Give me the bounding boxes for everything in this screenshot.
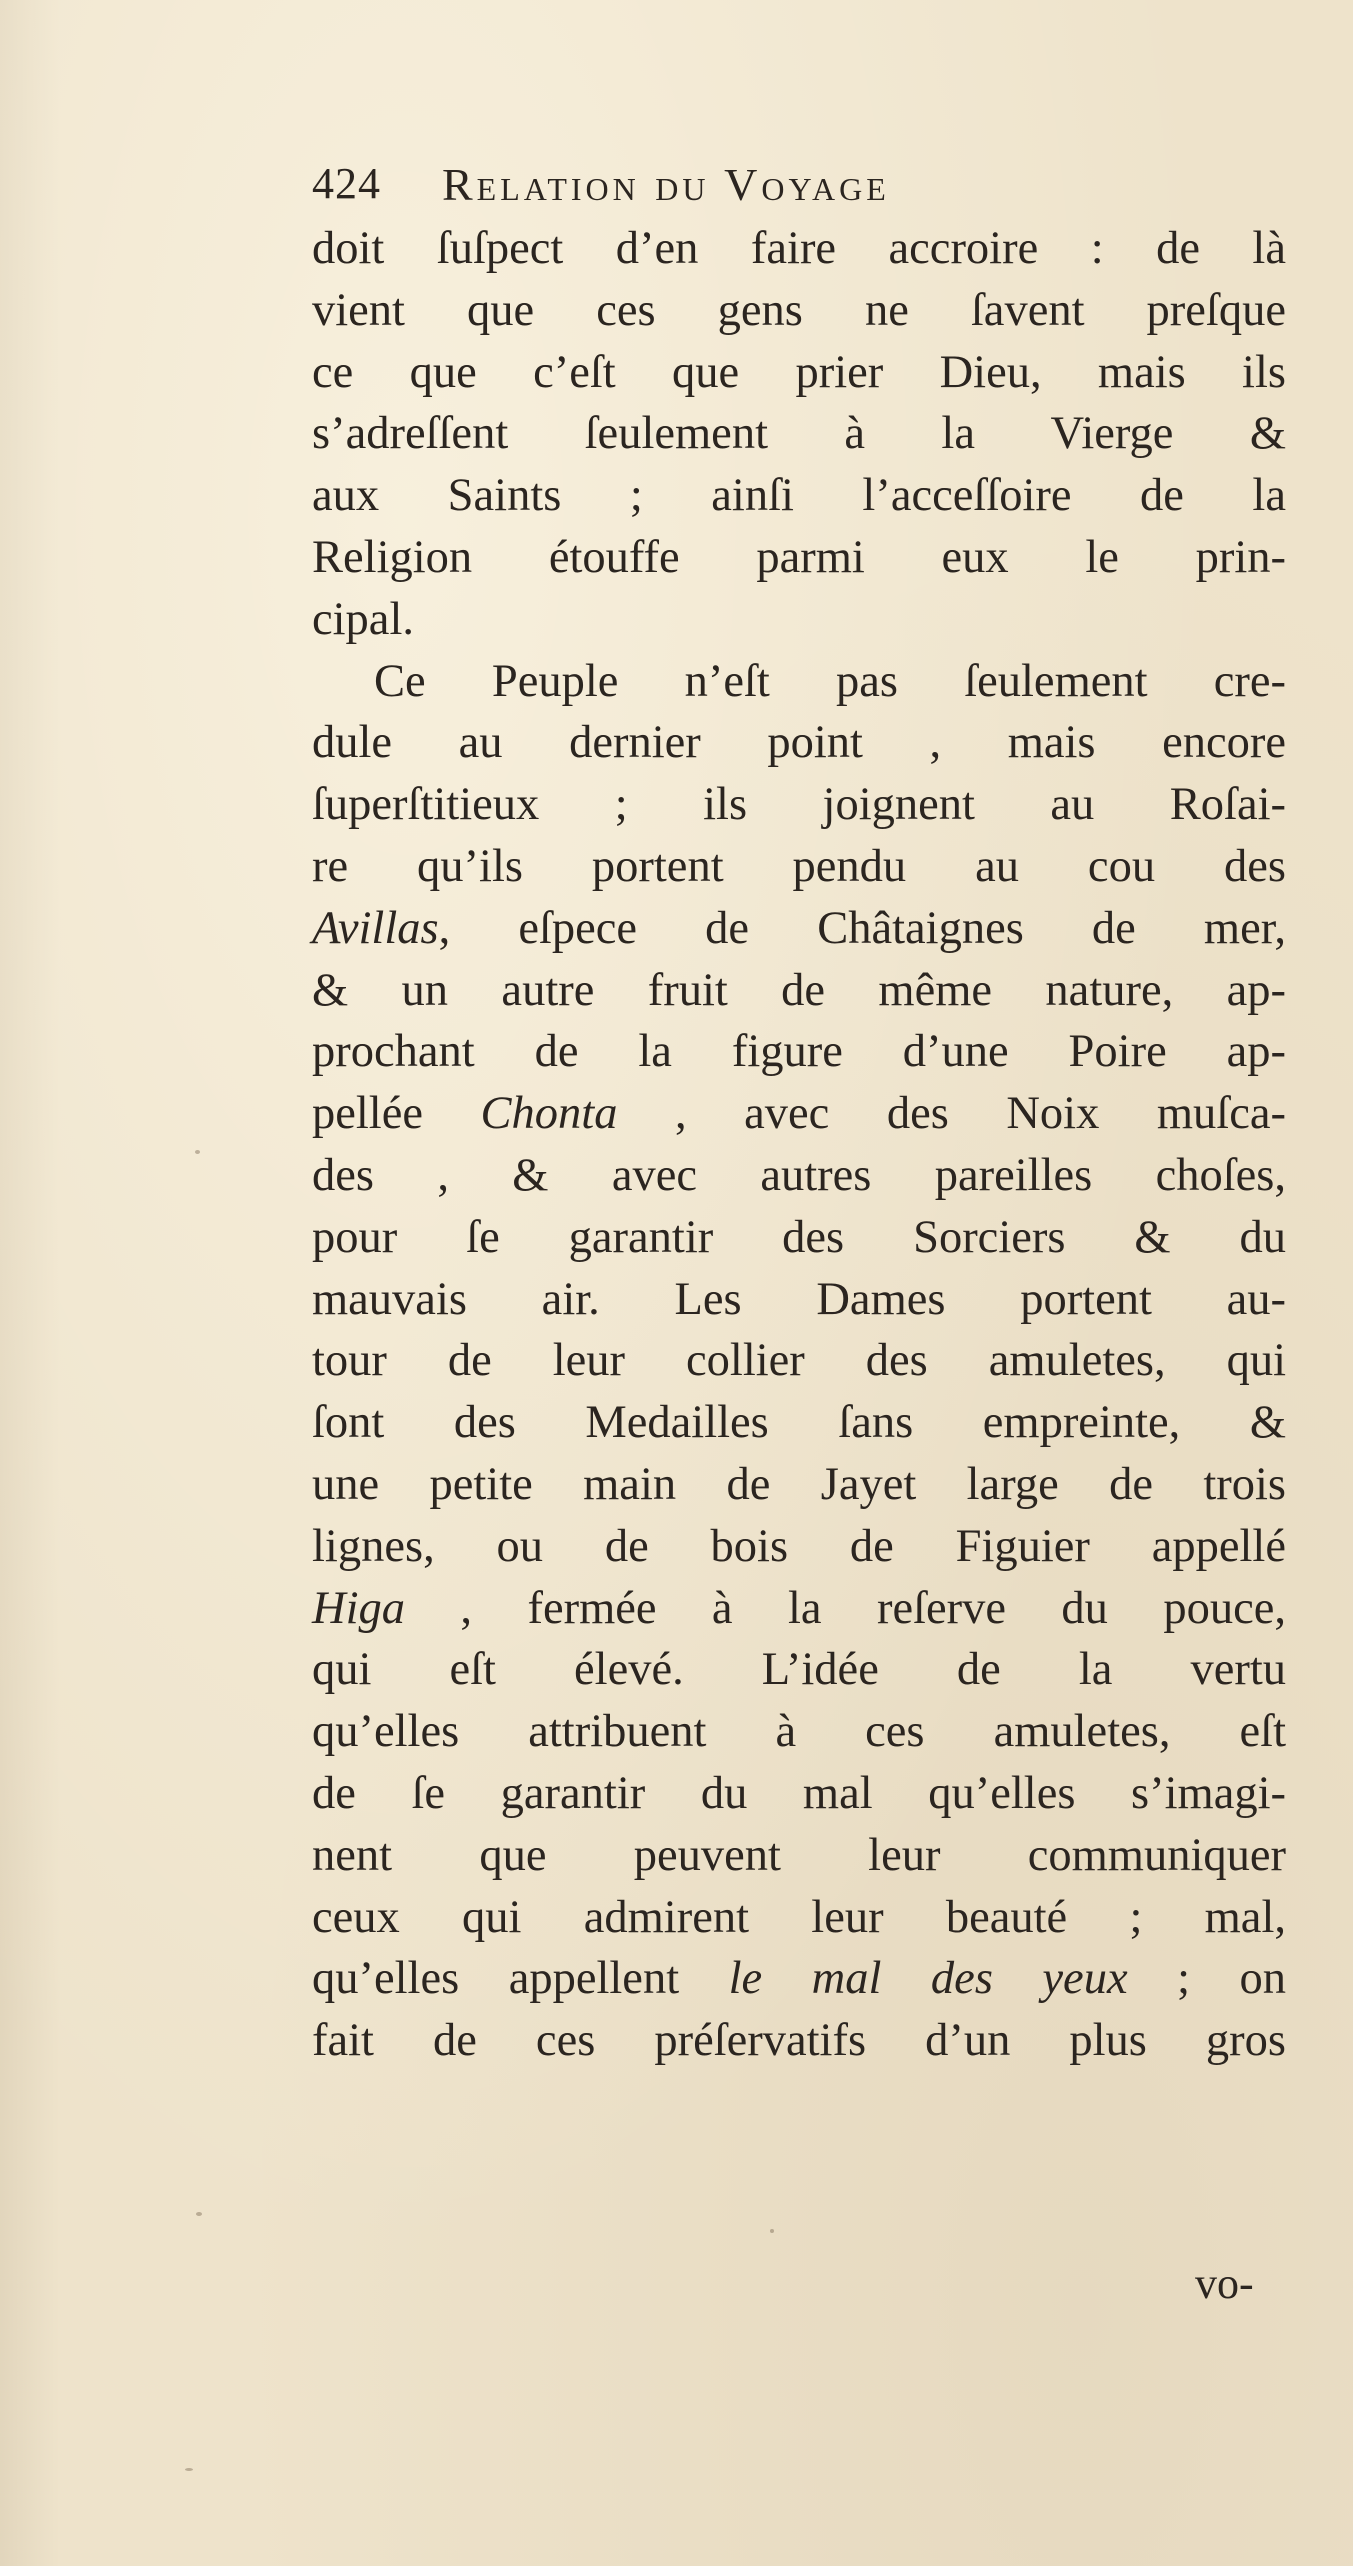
text-line: nent que peuvent leur communiquer — [312, 1829, 1286, 1881]
text-line: Religion étouffe parmi eux le prin- — [312, 531, 1286, 583]
italic-term: Chonta — [480, 1088, 618, 1140]
running-title: Relation du Voyage — [442, 159, 890, 210]
page-number: 424 — [312, 159, 381, 208]
text-line: qu’elles attribuent à ces amuletes, eſt — [312, 1706, 1286, 1758]
page-header — [312, 158, 1242, 222]
text-line: de ſe garantir du mal qu’elles s’imagi- — [312, 1767, 1286, 1819]
text-line-mal-des-yeux: qu’elles appellent le mal des yeux ; on — [312, 1953, 1286, 2005]
catchword: vo- — [1195, 2259, 1254, 2308]
text-line-chonta: pellée Chonta , avec des Noix muſca- — [312, 1088, 1286, 1140]
text-line: cipal. — [312, 593, 414, 645]
paper-speck — [196, 2212, 202, 2216]
text-line: qui eſt élevé. L’idée de la vertu — [312, 1644, 1286, 1696]
text-line: vient que ces gens ne ſavent preſque — [312, 284, 1286, 336]
text-line-rest: , eſpece de Châtaignes de mer, — [438, 902, 1286, 954]
text-line-avillas — [312, 898, 1286, 960]
paper-speck — [195, 1150, 200, 1154]
text-line: fait de ces préſervatifs d’un plus gros — [312, 2015, 1286, 2067]
text-line: doit ſuſpect d’en faire accroire : de là — [312, 223, 1286, 274]
text-line: des , & avec autres pareilles choſes, — [312, 1149, 1286, 1201]
text-line: prochant de la figure d’une Poire ap- — [312, 1026, 1286, 1078]
italic-term: Higa — [312, 1582, 405, 1634]
italic-term: Avillas — [312, 902, 439, 954]
text-line: tour de leur collier des amuletes, qui — [312, 1335, 1286, 1387]
paper-speck — [770, 2229, 774, 2233]
text-line: ce que c’eſt que prier Dieu, mais ils — [312, 346, 1286, 398]
text-line: & un autre fruit de même nature, ap- — [312, 964, 1286, 1016]
text-line: ſont des Medailles ſans empreinte, & — [312, 1397, 1286, 1449]
text-line: ceux qui admirent leur beauté ; mal, — [312, 1891, 1286, 1943]
text-line: ſuperſtitieux ; ils joignent au Roſai- — [312, 779, 1286, 831]
italic-term: le mal des yeux — [728, 1953, 1128, 2005]
text-line: lignes, ou de bois de Figuier appellé — [312, 1520, 1286, 1572]
text-line: dule au dernier point , mais encore — [312, 717, 1286, 769]
text-line-higa: Higa , fermée à la reſerve du pouce, — [312, 1582, 1286, 1634]
text-line: aux Saints ; ainſi l’acceſſoire de la — [312, 470, 1286, 522]
body-text — [312, 218, 1286, 2072]
text-line: mauvais air. Les Dames portent au- — [312, 1273, 1286, 1325]
text-line: Ce Peuple n’eſt pas ſeulement cre- — [374, 655, 1286, 707]
text-line: re qu’ils portent pendu au cou des — [312, 840, 1286, 892]
text-line: pour ſe garantir des Sorciers & du — [312, 1211, 1286, 1263]
text-line: une petite main de Jayet large de trois — [312, 1458, 1286, 1510]
paper-speck — [185, 2468, 193, 2471]
text-line: s’adreſſent ſeulement à la Vierge & — [312, 408, 1286, 460]
